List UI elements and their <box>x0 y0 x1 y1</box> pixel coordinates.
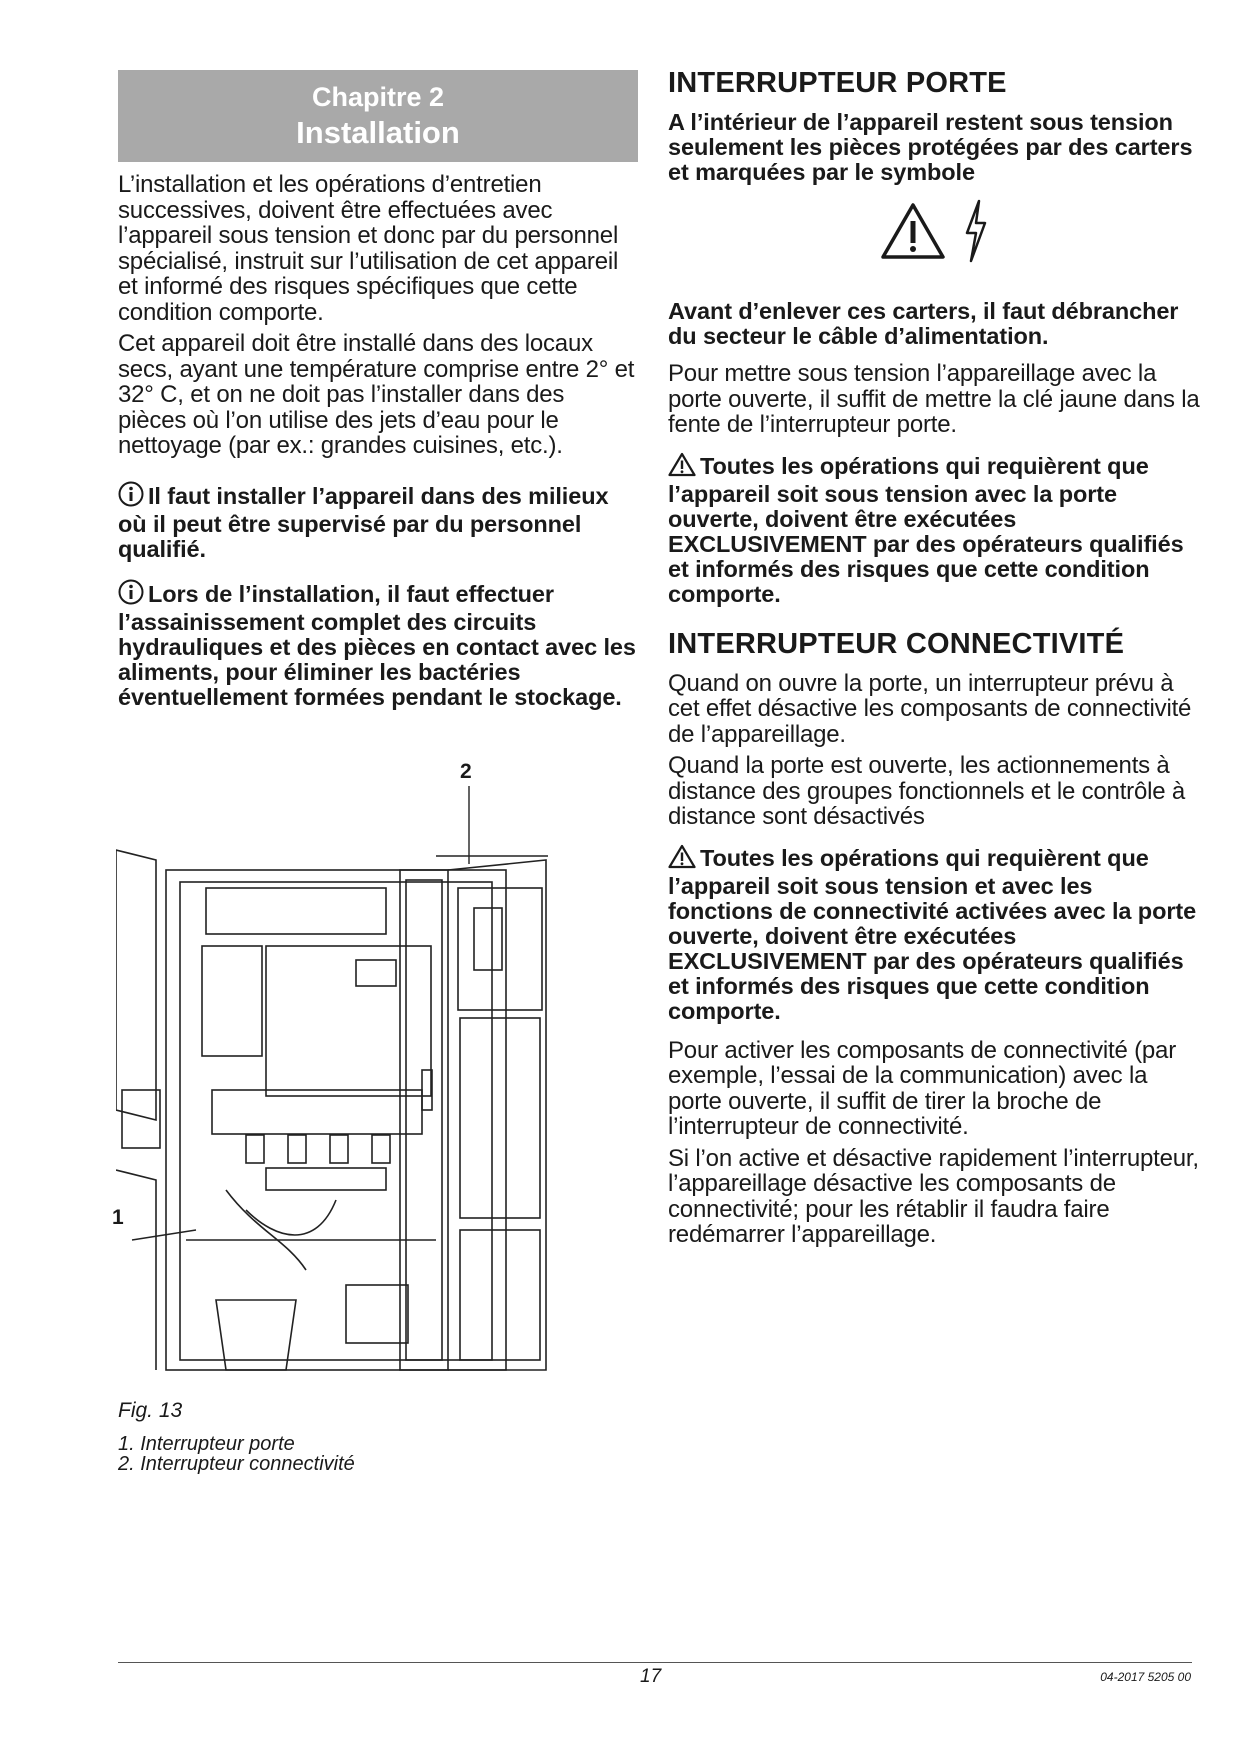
callout-2-label: 2 <box>460 760 472 783</box>
left-column <box>118 70 638 727</box>
info-note-sanitation <box>118 579 638 710</box>
callout-1-label: 1 <box>112 1206 124 1229</box>
figure-13-illustration <box>112 760 616 1386</box>
figure-label: Fig. 13 <box>118 1399 183 1422</box>
location-paragraph: Cet appareil doit être installé dans des locaux secs, ayant une température comprise entre 2° et 32° C, et on ne doit pas l’installer dans des pièces où l’on utilise des jets d’eau pour le nettoyage (par ex.: grandes cuisines, etc.). <box>118 330 635 459</box>
info-note-sanitation-text: Lors de l’installation, il faut effectuer l’assainissement complet des circuits hydrauliques et des pièces en contact avec les aliments, pour éliminer les bactéries éventuellement formées pendant le stockage. <box>118 580 636 710</box>
disconnect-cable-note: Avant d’enlever ces carters, il faut débrancher du secteur le câble d’alimentation. <box>668 298 1179 349</box>
document-code: 04-2017 5205 00 <box>1100 1670 1191 1684</box>
info-icon <box>118 579 144 610</box>
warning-note-connectivity-text: Toutes les opérations qui requièrent que l’appareil soit sous tension et avec les fonctions de connectivité activées avec la porte ouverte, doivent être exécutées EXCLUSIVEMENT par des opérateurs qualifiés et informés des risques que cette condition comporte. <box>668 844 1197 1024</box>
figure-legend-item: 1. Interrupteur porte <box>118 1433 295 1455</box>
figure-legend-item: 2. Interrupteur connectivité <box>118 1453 355 1475</box>
right-column <box>668 66 1200 1254</box>
connectivity-paragraph-1: Quand on ouvre la porte, un interrupteur prévu à cet effet désactive les composants de connectivité de l’appareillage. <box>668 669 1192 748</box>
heading-interrupteur-porte: INTERRUPTEUR PORTE <box>668 67 1007 99</box>
footer-divider <box>118 1662 1192 1663</box>
chapter-header <box>118 70 638 162</box>
warning-triangle-icon <box>668 844 696 874</box>
intro-paragraph: L’installation et les opérations d’entretien successives, doivent être effectuées avec l’appareil sous tension et donc par du personnel spécialisé, instruit sur l’utilisation de cet appareil et informé des risques spécifiques que cette condition comporte. <box>118 171 619 326</box>
machine-line-drawing <box>116 770 616 1386</box>
door-switch-paragraph: Pour mettre sous tension l’appareillage avec la porte ouverte, il suffit de mettre la clé jaune dans la fente de l’interrupteur porte. <box>668 360 1200 438</box>
live-parts-note: A l’intérieur de l’appareil restent sous tension seulement les pièces protégées par des carters et marquées par le symbole <box>668 109 1193 185</box>
figure-caption <box>118 1398 598 1474</box>
warning-triangle-icon <box>879 201 947 266</box>
chapter-number: Chapitre 2 <box>311 82 445 112</box>
warning-note-door <box>668 452 1200 607</box>
warning-note-connectivity <box>668 844 1200 1024</box>
page-number: 17 <box>640 1666 662 1687</box>
lightning-bolt-icon <box>963 199 989 268</box>
info-note-supervision <box>118 481 638 562</box>
connectivity-paragraph-3: Pour activer les composants de connectivité (par exemple, l’essai de la communication) avec la porte ouverte, il suffit de tirer la broche de l’interrupteur de connectivité. <box>668 1036 1176 1140</box>
info-note-supervision-text: Il faut installer l’appareil dans des milieux où il peut être supervisé par du personnel qualifié. <box>118 482 609 562</box>
connectivity-paragraph-2: Quand la porte est ouverte, les actionnements à distance des groupes fonctionnels et le contrôle à distance sont désactivés <box>668 752 1186 830</box>
warning-note-door-text: Toutes les opérations qui requièrent que l’appareil soit sous tension avec la porte ouverte, doivent être exécutées EXCLUSIVEMENT par des opérateurs qualifiés et informés des risques que cette condition comporte. <box>668 452 1184 607</box>
heading-interrupteur-connectivite: INTERRUPTEUR CONNECTIVITÉ <box>668 627 1125 660</box>
hazard-symbols <box>668 193 1200 273</box>
info-icon <box>118 481 144 512</box>
chapter-title: Installation <box>296 115 460 150</box>
warning-triangle-icon <box>668 452 696 482</box>
connectivity-paragraph-4: Si l’on active et désactive rapidement l’interrupteur, l’appareillage désactive les composants de connectivité; pour les rétablir il faudra faire redémarrer l’appareillage. <box>668 1144 1199 1248</box>
